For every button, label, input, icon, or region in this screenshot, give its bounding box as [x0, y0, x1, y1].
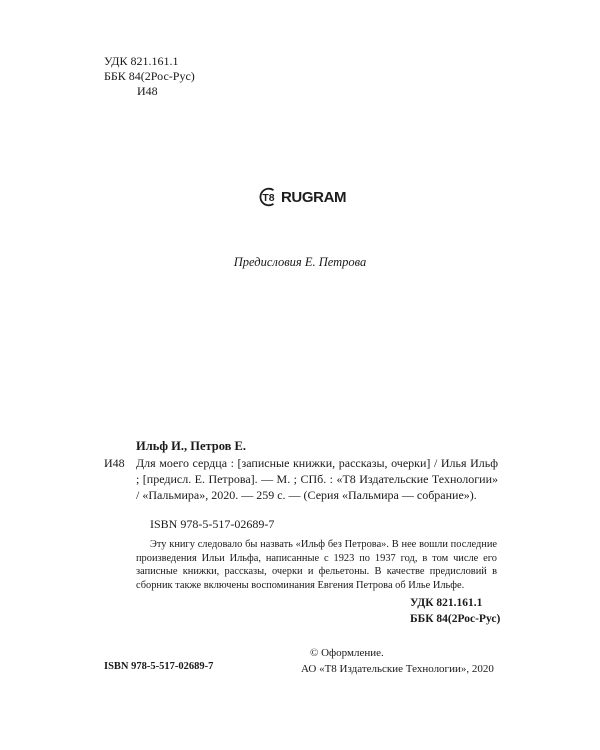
udk-code: УДК 821.161.1	[104, 54, 179, 68]
copyright-line-1: © Оформление.	[310, 647, 384, 659]
logo-badge: T8	[262, 192, 275, 205]
catalog-description: Для моего сердца : [записные книжки, рассказы, очерки] / Илья Ильф ; [предисл. Е. Петрова]. — М. ; СПб. : «Т8 Издательские Технологии» / «Пальмира», 2020. — 259 с. — (Серия «Пальмира — собрание»).	[136, 456, 498, 502]
footer-classification-codes	[410, 595, 500, 627]
copyright-line-2: АО «Т8 Издательские Технологии», 2020	[301, 663, 494, 675]
footer-isbn: ISBN 978-5-517-02689-7	[104, 661, 214, 672]
annotation-text: Эту книгу следовало бы назвать «Ильф без Петрова». В нее вошли последние произведения Ильи Ильфа, написанные с 1923 по 1937 год, в том числе его записные книжки, рассказы, очерки и фельетоны. В качестве предисловий в сборник также включены воспоминания Евгения Петрова об Илье Ильфе.	[136, 539, 497, 591]
footer-udk-code: УДК 821.161.1	[410, 597, 483, 609]
preface-credit: Предисловия Е. Петрова	[233, 255, 367, 269]
catalog-cutter-mark: И48	[104, 456, 125, 470]
annotation	[136, 538, 497, 592]
header-classification-codes	[104, 54, 195, 99]
author-index: И48	[137, 84, 158, 98]
publisher-logo	[258, 186, 346, 208]
catalog-isbn: ISBN 978-5-517-02689-7	[150, 517, 275, 531]
copyright	[301, 645, 494, 677]
footer-bbk-code: ББК 84(2Рос-Рус)	[410, 613, 501, 625]
bbk-code: ББК 84(2Рос-Рус)	[104, 69, 195, 83]
catalog-authors: Ильф И., Петров Е.	[136, 439, 247, 453]
logo-text: RUGRAM	[281, 188, 347, 206]
t8-badge-icon	[258, 186, 280, 208]
